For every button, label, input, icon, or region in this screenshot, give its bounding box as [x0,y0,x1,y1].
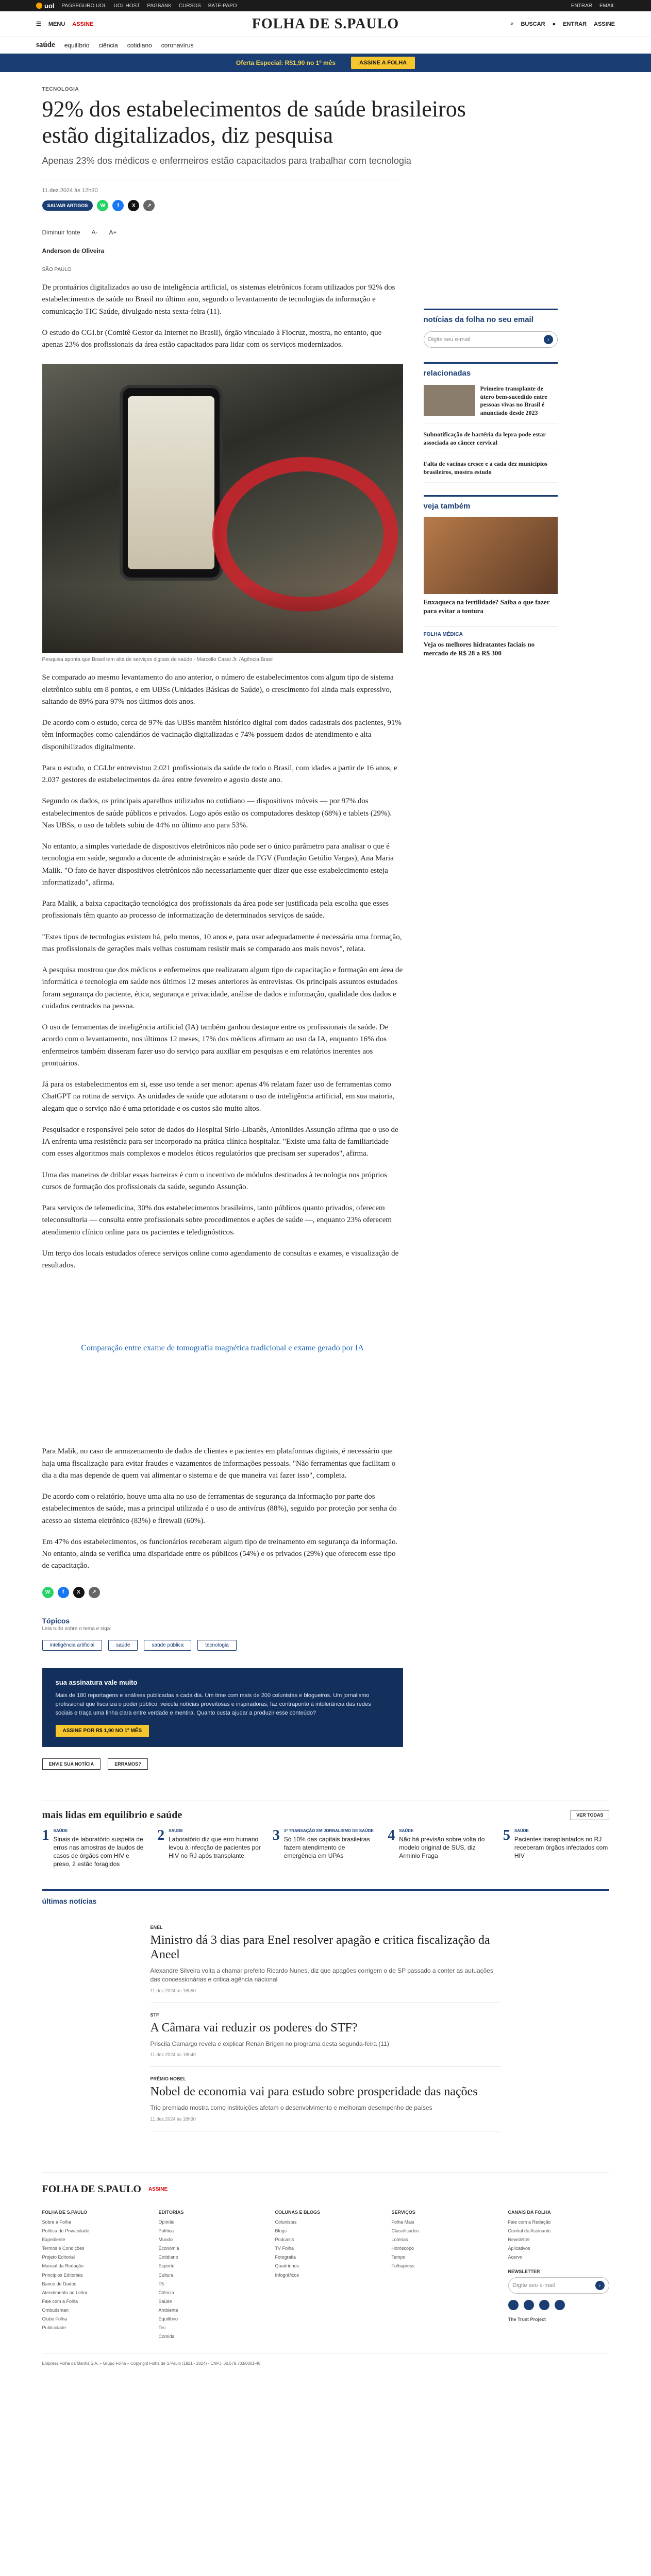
section-title[interactable]: saúde [36,41,55,49]
footer-link[interactable]: Folhapress [391,2263,415,2269]
related-article-link[interactable]: Comparação entre exame de tomografia magnética tradicional e exame gerado por IA [81,1344,364,1353]
newsletter-box [424,309,558,348]
footer-link[interactable]: Princípios Editoriais [42,2272,83,2278]
send-news-button[interactable]: ENVIE SUA NOTÍCIA [42,1758,101,1770]
social-links [508,2300,609,2310]
font-size-label: Diminuir fonte [42,229,80,236]
footer-link[interactable]: Opinião [158,2219,175,2225]
footer-newsletter-label: NEWSLETTER [508,2269,540,2275]
footer-column: EDITORIAS Opinião Política Mundo Economia Cotidiano Esporte Cultura F5 Ciência Saúde Ambiente Equilíbrio Tec Comida [159,2210,260,2341]
paragraph: De acordo com o relatório, houve uma alta no uso de ferramentas de segurança da informação por parte dos estabelecimentos de saúde, mas a principal utilizada é o uso de antivírus (88%), seguido por proteção por senha do acesso ao sistema eletrônico (83%) e firewall (60%). [42,1493,397,1525]
latest-news-item[interactable]: PRÊMIO NOBEL Nobel de economia vai para estudo sobre prosperidade das nações Trio premiado mostra como instituições afetam o desenvolvimento e melhoram desempenho de países 11.dez.2024 às 18h30 [151,2067,501,2131]
sponsored-label: FOLHA MÉDICA [424,626,558,637]
footer-link[interactable]: Loterias [391,2237,408,2243]
facebook-icon[interactable] [508,2300,519,2310]
share-icon[interactable]: ↗ [143,200,155,211]
paragraph: Para o estudo, o CGI.br entrevistou 2.021 profissionais da saúde de todo o Brasil, com idades a partir de 16 anos, e 2.037 gestores de estabelecimentos da área entre fevereiro e agosto deste ano. [42,764,397,785]
see-also-box [424,495,558,658]
footer-link[interactable]: Fale com a Folha [42,2298,78,2304]
footer-link[interactable]: F5 [158,2281,164,2286]
paragraph: Um terço dos locais estudados oferece serviços online como agendamento de consultas e exames, e visualização de resultados. [42,1249,399,1270]
footer-link[interactable]: Fale com a Redação [508,2219,551,2225]
x-icon[interactable] [539,2300,549,2310]
menu-button[interactable]: MENU [48,21,65,27]
related-item[interactable]: Primeiro transplante de útero bem-sucedido entre pessoas vivas no Brasil é anunciado desde 2023 [424,385,558,423]
article-kicker[interactable]: TECNOLOGIA [42,87,79,92]
newsletter-email-input[interactable]: Digite seu e-mail › [424,331,558,348]
footer-link[interactable]: Expediente [42,2237,65,2243]
footer-email-input[interactable]: Digite seu e-mail › [508,2277,609,2294]
sponsored-link[interactable]: Veja os melhores hidratantes faciais no mercado de R$ 28 a R$ 300 [423,640,535,657]
footer-link[interactable]: Cultura [158,2272,174,2278]
article-tools-bottom [42,1587,403,1598]
newsletter-title: notícias da folha no seu email [423,315,533,325]
author-name[interactable]: Anderson de Oliveira [42,247,105,255]
footer-link[interactable]: Aplicativos [508,2246,530,2251]
arrow-right-icon[interactable]: › [595,2281,605,2290]
uol-link[interactable]: PAGBANK [147,3,172,9]
uol-logo[interactable]: uol [36,2,55,10]
footer-link[interactable]: Ombudsman [42,2307,69,2313]
uol-login-link[interactable]: ENTRAR [571,3,592,9]
whatsapp-icon[interactable]: W [97,200,108,211]
paragraph: O estudo do CGI.br (Comitê Gestor da Internet no Brasil), órgão vinculado à Fiocruz, mostra, no entanto, que apenas 23% dos profissionais da área estão capacitados para lidar com os serviços modernizados. [42,328,382,349]
subscription-title: sua assinatura vale muito [55,1678,138,1686]
x-icon[interactable]: X [128,200,139,211]
paragraph: No entanto, a simples variedade de dispositivos eletrônicos não pode ser o único parâmetro para analisar o que é tecnologia em saúde, segundo a docente de administração e saúde da FGV (Fundação Getúlio Vargas), Ana Maria Malik. "O fato de haver dispositivos eletrônicos não necessariamente quer dizer que esse estabelecimento esteja informatizado", afirma. [42,842,394,887]
footer-link[interactable]: Manual da Redação [42,2263,84,2269]
most-read-item[interactable]: 3 1ª TRANSAÇÃO EM JORNALISMO DE SAÚDE Só 10% das capitais brasileiras fazem atendimento de emergência em UPAs [272,1827,374,1860]
related-box [424,362,558,483]
paragraph: Já para os estabelecimentos em si, esse uso tende a ser menor: apenas 4% relatam fazer uso de ferramentas como ChatGPT na rotina de serviço. As unidades de saúde que adotaram o uso de inteligência artificial, em sua maioria, alegam que o serviço não é uma prioridade e os custos são muito altos. [42,1080,395,1113]
footer-link[interactable]: Clube Folha [42,2316,68,2321]
footer-link[interactable]: TV Folha [275,2246,294,2251]
uol-link[interactable]: UOL HOST [113,3,140,9]
copyright: Empresa Folha da Manhã S.A. – Grupo Folha – Copyright Folha de S.Paulo (1921 - 2024) · CNPJ: 60.579.703/0001-48 [42,2353,609,2373]
footer-link[interactable]: Mundo [158,2237,173,2243]
paragraph: De acordo com o estudo, cerca de 97% das UBSs mantêm histórico digital com dados cadastrais dos pacientes, 91% têm informações como calendários de vacinação digitalizadas e 74% possuem dados de atendimento e alta disponibilizados digitalmente. [42,719,402,751]
footer-link[interactable]: Podcasts [275,2237,294,2243]
topic-tag[interactable]: saúde pública [144,1640,191,1651]
uol-top-bar [0,0,651,11]
footer-brand[interactable]: FOLHA DE S.PAULO [42,2183,141,2195]
footer-link[interactable]: Newsletter [508,2237,530,2243]
most-read-item[interactable]: 4 SAÚDE Não há previsão sobre volta do modelo original de SUS, diz Arminio Fraga [388,1827,485,1860]
topics-subtitle: Leia tudo sobre o tema e siga: [42,1625,112,1632]
section-nav [0,37,651,54]
see-also-link[interactable]: Enxaqueca na fertilidade? Saiba o que fazer para evitar a tontura [423,598,550,615]
whatsapp-icon[interactable]: W [42,1587,54,1598]
youtube-icon[interactable] [555,2300,565,2310]
footer-link[interactable]: Acervo [508,2255,523,2260]
footer-link[interactable]: Central do Assinante [508,2228,551,2234]
footer-link[interactable]: Ciência [158,2290,174,2295]
photo-caption: Pesquisa aponta que Brasil tem alta de serviços digitais de saúde · Marcello Casal Jr. /Agência Brasil [42,657,274,663]
promo-button[interactable]: ASSINE A FOLHA [351,57,415,69]
paragraph: Uma das maneiras de driblar essas barreiras é com o incentivo de módulos destinados à tecnologia nos próprios cursos de formação dos profissionais da saúde, segundo Assunção. [42,1171,387,1191]
footer-link[interactable]: Saúde [158,2298,172,2304]
related-item[interactable]: Subnotificação de bactéria da lepra pode estar associada ao câncer cervical [424,430,558,453]
subscribe-button[interactable]: ASSINE POR R$ 1,90 NO 1º MÊS [56,1725,149,1737]
search-icon[interactable]: ⌕ [510,21,514,27]
related-title: relacionadas [423,369,471,378]
subscribe-link[interactable]: ASSINE [72,21,94,27]
promo-label: Oferta Especial: R$1,90 no 1º mês [236,59,336,66]
article-container [42,87,609,1770]
instagram-icon[interactable] [524,2300,534,2310]
paragraph: Segundo os dados, os principais aparelhos utilizados no cotidiano — dispositivos móveis — por 97% dos estabelecimentos de saúde públicos e privados. Logo após estão os computadores desktop (68%) e tablets (29%). Nas UBSs, o uso de tablets subiu de 44% no último ano para 53%. [42,797,392,829]
footer-link[interactable]: Equilíbrio [158,2316,178,2321]
paragraph: A pesquisa mostrou que dos médicos e enfermeiros que realizaram algum tipo de capacitação e formação em área de informática e tecnologia em saúde nos últimos 12 meses anteriores às entrevistas. Os principais assuntos estudados foram segurança do paciente, ética, segurança e privacidade, análise de dados e informação, qualidade dos dados e cuidados centrados na pessoa. [42,966,403,1010]
footer-column: FOLHA DE S.PAULO Sobre a Folha Política de Privacidade Expediente Termos e Condições Projeto Editorial Manual da Redação Princípios Editoriais Banco de Dados Atendimento ao Leitor Fale com a Folha Ombudsman Clube Folha Publicidade [42,2210,143,2341]
footer-link[interactable]: Colunistas [275,2219,297,2225]
related-item[interactable]: Falta de vacinas cresce e a cada dez municípios brasileiros, mostra estudo [424,460,558,483]
masthead [0,11,651,37]
brand-logo[interactable]: FOLHA DE S.PAULO [252,15,399,32]
topic-tag[interactable]: tecnologia [197,1640,237,1651]
latest-news-section [42,1889,609,2131]
most-read-section [42,1801,609,1869]
article-photo [42,364,403,653]
footer-link[interactable]: Cotidiano [158,2255,178,2260]
most-read-item[interactable]: 2 SAÚDE Laboratório diz que erro humano levou à infecção de pacientes por HIV no RJ após transplante [157,1827,261,1860]
footer-link[interactable]: Publicidade [42,2325,66,2331]
footer-link[interactable]: Economia [158,2246,179,2251]
most-read-title: mais lidas em equilíbrio e saúde [42,1809,182,1821]
paragraph: Em 47% dos estabelecimentos, os funcionários receberam algum tipo de treinamento em segurança da informação. No entanto, ainda se verifica uma disparidade entre os públicos (54%) e os privados (29%) que oferecem esse tipo de capacitação. [42,1537,398,1570]
footer-link[interactable]: Sobre a Folha [42,2219,72,2225]
account-button[interactable]: ASSINE [594,21,615,27]
x-icon[interactable]: X [73,1587,85,1598]
smartphone-illustration [120,385,223,581]
uol-email-link[interactable]: EMAIL [599,3,615,9]
footer-column: CANAIS DA FOLHA Fale com a Redação Central do Assinante Newsletter Aplicativos Acervo NEWSLETTER Digite seu e-mail › The Trust Project [508,2210,609,2341]
topic-tag[interactable]: saúde [108,1640,138,1651]
footer-link[interactable]: Projeto Editorial [42,2255,75,2260]
most-read-item[interactable]: 5 SAÚDE Pacientes transplantados no RJ receberam órgãos infectados com HIV [503,1827,608,1860]
footer-link[interactable]: Folha Mais [391,2219,414,2225]
see-also-image[interactable] [424,517,558,594]
share-icon[interactable]: ↗ [89,1587,100,1598]
arrow-right-icon[interactable]: › [544,335,553,344]
uol-link[interactable]: CURSOS [178,3,201,9]
page-title: 92% dos estabelecimentos de saúde brasileiros estão digitalizados, diz pesquisa [42,96,466,148]
paragraph: De prontuários digitalizados ao uso de inteligência artificial, os sistemas eletrônicos foram utilizados por 92% dos estabelecimentos de saúde no Brasil no último ano, segundo o levantamento de tecnologias da informação e comunicação TIC Saúde, divulgado nesta sexta-feira (11). [42,283,395,316]
topics-box [42,1617,403,1651]
footer-link[interactable]: Termos e Condições [42,2246,85,2251]
related-thumbnail [424,385,475,416]
topic-tag[interactable]: inteligência artificial [42,1640,103,1651]
uol-link[interactable]: BATE-PAPO [208,3,237,9]
footer-link[interactable]: Comida [158,2334,175,2340]
login-button[interactable]: ENTRAR [563,21,587,27]
see-also-title: veja também [423,502,471,511]
footer-link[interactable]: Quadrinhos [275,2263,299,2269]
most-read-item[interactable]: 1 SAÚDE Sinais de laboratório suspeita de erros nas amostras de laudos de casos de órgãos com HIV e preso, 2 estão foragidos [42,1827,144,1868]
promo-banner [0,54,651,72]
footer-link[interactable]: Esporte [158,2263,175,2269]
footer [42,2173,609,2341]
footer-link[interactable]: Atendimento ao Leitor [42,2290,88,2295]
footer-subscribe-link[interactable]: ASSINE [148,2186,168,2192]
footer-link[interactable]: Blogs [275,2228,287,2234]
latest-news-title: últimas notícias [42,1896,97,1905]
footer-link[interactable]: Ambiente [158,2307,178,2313]
footer-column: SERVIÇOS Folha Mais Classificados Loterias Horóscopo Tempo Folhapress [392,2210,493,2341]
section-item[interactable]: coronavírus [161,41,194,49]
font-increase-button[interactable]: A+ [109,229,117,236]
paragraph: "Estes tipos de tecnologias existem há, pelo menos, 10 anos e, para usar adequadamente é necessária uma formação, mas profissionais de gerações mais velhas costumam resistir mais se comparado aos mais novos", relata. [42,933,402,953]
uol-logo-icon [36,3,42,9]
report-error-button[interactable]: ERRAMOS? [108,1758,148,1770]
footer-link[interactable]: Banco de Dados [42,2281,77,2286]
subscription-text: Mais de 180 reportagens e análises publicadas a cada dia. Um time com mais de 200 colunistas e blogueiros. Um jornalismo profissional que fiscaliza o poder público, veicula notícias proveitosas e inspiradoras, faz contraponto à intolerância das redes sociais e traça uma linha clara entre verdade e mentira. Quanto custa ajudar a produzir esse conteúdo? [55,1692,371,1716]
paragraph: O uso de ferramentas de inteligência artificial (IA) também ganhou destaque entre os profissionais da saúde. De acordo com o levantamento, nos últimos 12 meses, 17% dos médicos afirmam ao uso da IA, enquanto 16% dos enfermeiros também disseram fazer uso do serviço para auxiliar em pesquisas e em relatórios inerentes aos prontuários. [42,1023,389,1067]
search-button[interactable]: BUSCAR [521,21,545,27]
uol-link[interactable]: PAGSEGURO UOL [61,3,107,9]
sidebar [424,180,558,1770]
trust-project-link[interactable]: The Trust Project [508,2317,546,2323]
latest-news-item[interactable]: ENEL Ministro dá 3 dias para Enel resolver apagão e critica fiscalização da Aneel Alexandre Silveira volta a chamar prefeito Ricardo Nunes, diz que apagões corrigem o de SP passado a conter as autuações das concessionárias e critica agência nacional 11.dez.2024 às 18h50 [151,1916,501,2003]
footer-link[interactable]: Infográficos [275,2272,299,2278]
footer-link[interactable]: Horóscopo [391,2246,414,2251]
footer-link[interactable]: Classificados [391,2228,419,2234]
footer-link[interactable]: Fotografia [275,2255,296,2260]
font-size-controls [42,229,403,236]
menu-icon[interactable]: ☰ [36,21,41,27]
paragraph: Para serviços de telemedicina, 30% dos estabelecimentos brasileiros, tanto públicos quanto privados, oferecem teleconsultoria — consulta entre profissionais sobre procedimentos e ações de saúde —, enquanto 23% oferecem atendimento clínico online para os pacientes e teledignósticos. [42,1204,392,1236]
article-subtitle: Apenas 23% dos médicos e enfermeiros estão capacitados para trabalhar com tecnologia [42,156,411,166]
dateline: SÃO PAULO [42,267,72,273]
paragraph: Pesquisador e responsável pelo setor de dados do Hospital Sírio-Libanês, Antonildes Assunção afirma que o uso de IA enfrenta uma resistência para ser incorporado na prática clínica hospitalar. "Existe uma falta de familiaridade com esses algoritmos mais complexos e modelos éticos regulatórios que precisam ser superados", afirma. [42,1125,398,1158]
footer-link[interactable]: Tec [158,2325,166,2331]
see-all-button[interactable]: VER TODAS [571,1810,609,1820]
section-item[interactable]: ciência [98,41,118,49]
footer-link[interactable]: Política [158,2228,174,2234]
subscription-box [42,1668,403,1747]
facebook-icon[interactable]: f [58,1587,69,1598]
article-date: 11.dez.2024 às 12h30 [42,180,403,194]
footer-column: COLUNAS E BLOGS Colunistas Blogs Podcasts TV Folha Fotografia Quadrinhos Infográficos [275,2210,376,2341]
font-decrease-button[interactable]: A- [91,229,98,236]
footer-link[interactable]: Tempo [391,2255,406,2260]
paragraph: Se comparado ao mesmo levantamento do ano anterior, o número de estabelecimentos com algum tipo de sistema eletrônico subiu em 8 pontos, e em UBSs (Unidades Básicas de Saúde), o crescimento foi ainda mais expressivo, saltando de 89% para 97% nos últimos dois anos. [42,673,394,706]
paragraph: Para Malik, a baixa capacitação tecnológica dos profissionais da área pode ser justificada pela escolha que esses profissionais têm quanto ao processo de informatização de determinados serviços de saúde. [42,900,389,920]
bottom-actions [42,1758,403,1770]
facebook-icon[interactable]: f [112,200,124,211]
section-item[interactable]: equilíbrio [64,41,90,49]
paragraph: Para Malik, no caso de armazenamento de dados de clientes e pacientes em plataformas digitais, é necessário que haja uma fiscalização para evitar fraudes e vazamentos de informações pessoais. "Não ferramentas que facilitam o dia a dia mas depende de quem vai alimentar o sistema e de que maneira vai fazer isso", completa. [42,1447,396,1480]
latest-news-item[interactable]: STF A Câmara vai reduzir os poderes do STF? Priscila Camargo revela e explicar Renan Brigen no programa desta segunda-feira (11) 11.dez.2024 às 18h40 [151,2003,501,2067]
article-tools [42,200,403,211]
section-item[interactable]: cotidiano [127,41,152,49]
footer-link[interactable]: Política de Privacidade [42,2228,90,2234]
topics-title: Tópicos [42,1616,70,1625]
article-body [42,180,403,1770]
save-article-button[interactable]: SALVAR ARTIGOS [42,200,93,211]
user-icon[interactable]: ● [552,21,556,27]
